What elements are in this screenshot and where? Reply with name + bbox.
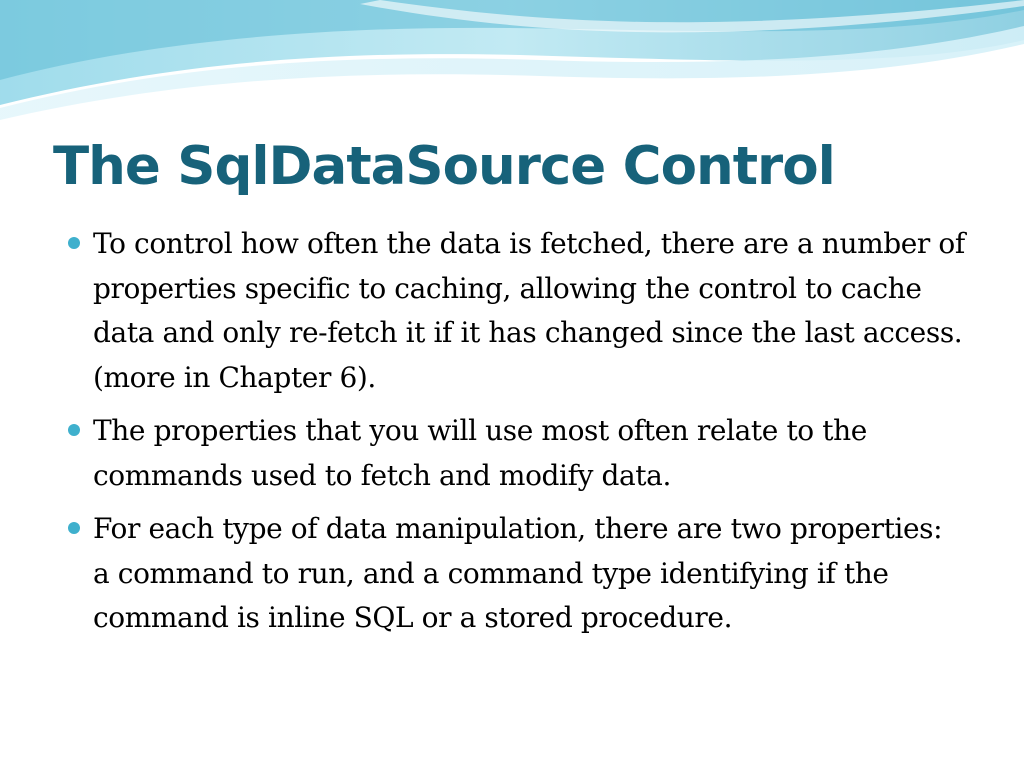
bullet-dot-icon [68,424,80,436]
bullet-item [66,507,966,641]
bullet-item [66,222,966,400]
bullet-text: The properties that you will use most often relate to the commands used to fetch and modify data. [93,414,867,492]
bullet-dot-icon [68,237,80,249]
bullet-list [66,222,966,650]
bullet-item [66,409,966,498]
bullet-dot-icon [68,522,80,534]
bullet-text: For each type of data manipulation, there are two properties: a command to run, and a command type identifying if the command is inline SQL or a stored procedure. [93,512,943,634]
bullet-text: To control how often the data is fetched, there are a number of properties specific to caching, allowing the control to cache data and only re-fetch it if it has changed since the last access. (more in Chapter 6). [93,227,965,394]
header-wave-decoration [0,0,1024,130]
slide-title: The SqlDataSource Control [53,136,835,197]
